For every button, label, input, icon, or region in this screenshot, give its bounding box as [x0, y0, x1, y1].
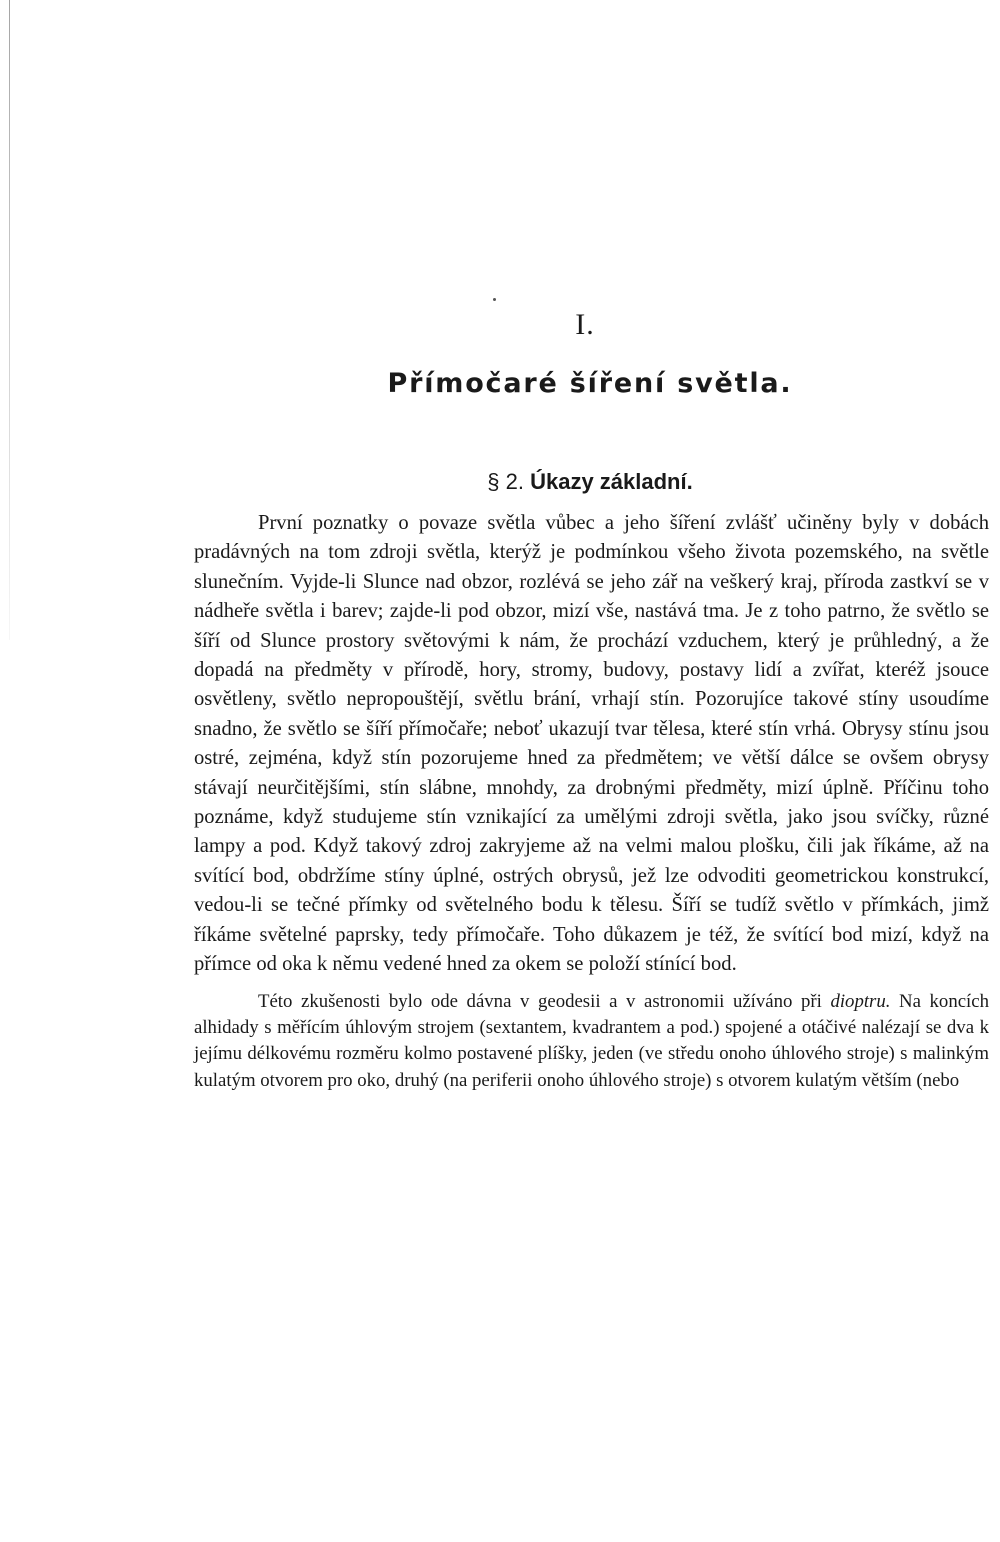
- scan-speck: [493, 298, 496, 301]
- paragraph-dioptra-start: Této zkušenosti bylo ode dávna v geodesii a v astronomii užíváno při: [258, 990, 831, 1012]
- body-text: [194, 509, 989, 1094]
- section-label: § 2.: [487, 469, 524, 494]
- paragraph-dioptra-rest: Na koncích alhidady s měřícím úhlovým strojem (sextantem, kvadrantem a pod.) spojené a otáčivé nalézají se dva k jejímu délkovému rozměru kolmo postavené plíšky, jeden (ve středu onoho úhlového stroje) s malinkým kulatým otvorem pro oko, druhý (na periferii onoho úhlového stroje) s otvorem kulatým větším (nebo: [194, 990, 989, 1091]
- section-heading: [0, 466, 1000, 498]
- chapter-title: Přímočaré šíření světla.: [387, 368, 793, 399]
- paragraph-dioptra: [194, 989, 989, 1095]
- section-title: Úkazy základní.: [530, 469, 693, 494]
- term-dioptru: dioptru.: [830, 990, 891, 1012]
- paragraph-main: První poznatky o povaze světla vůbec a jeho šíření zvlášť učiněny byly v dobách pradávných na tom zdroji světla, kterýž je podmínkou všeho života pozemského, na světle slunečním. Vyjde-li Slunce nad obzor, rozlévá se jeho zář na veškerý kraj, příroda zastkví se v nádheře světla i barev; zajde-li pod obzor, mizí vše, nastává tma. Je z toho patrno, že světlo se šíří od Slunce prostory světovými k nám, že prochází vzduchem, který je průhledný, a že dopadá na předměty v přírodě, hory, stromy, budovy, postavy lidí a zvířat, kteréž jsouce osvětleny, světlo nepropouštějí, světlu brání, vrhají stín. Pozorujíce takové stíny usoudíme snadno, že světlo se šíří přímočaře; neboť ukazují tvar tělesa, které stín vrhá. Obrysy stínu jsou ostré, zejména, když stín pozorujeme hned za předmětem; ve větší dálce se ovšem obrysy stávají neurčitějšími, stín slábne, mnohdy, za drobnými předměty, mizí úplně. Příčinu toho poznáme, když studujeme stín vznikající za umělými zdroji světla, jako jsou svíčky, různé lampy a pod. Když takový zdroj zakryjeme až na velmi malou plošku, čili jak říkáme, až na svítící bod, obdržíme stíny úplné, ostrých obrysů, jež lze odvoditi geometrickou konstrukcí, vedou-li se tečné přímky od světelného bodu k tělesu. Šíří se tudíž světlo v přímkách, jimž říkáme světelné paprsky, tedy přímočaře. Toho důkazem je též, že svítící bod mizí, když na přímce od oka k němu vedené hned za okem se položí stínící bod.: [194, 512, 989, 976]
- chapter-number: I.: [575, 308, 595, 341]
